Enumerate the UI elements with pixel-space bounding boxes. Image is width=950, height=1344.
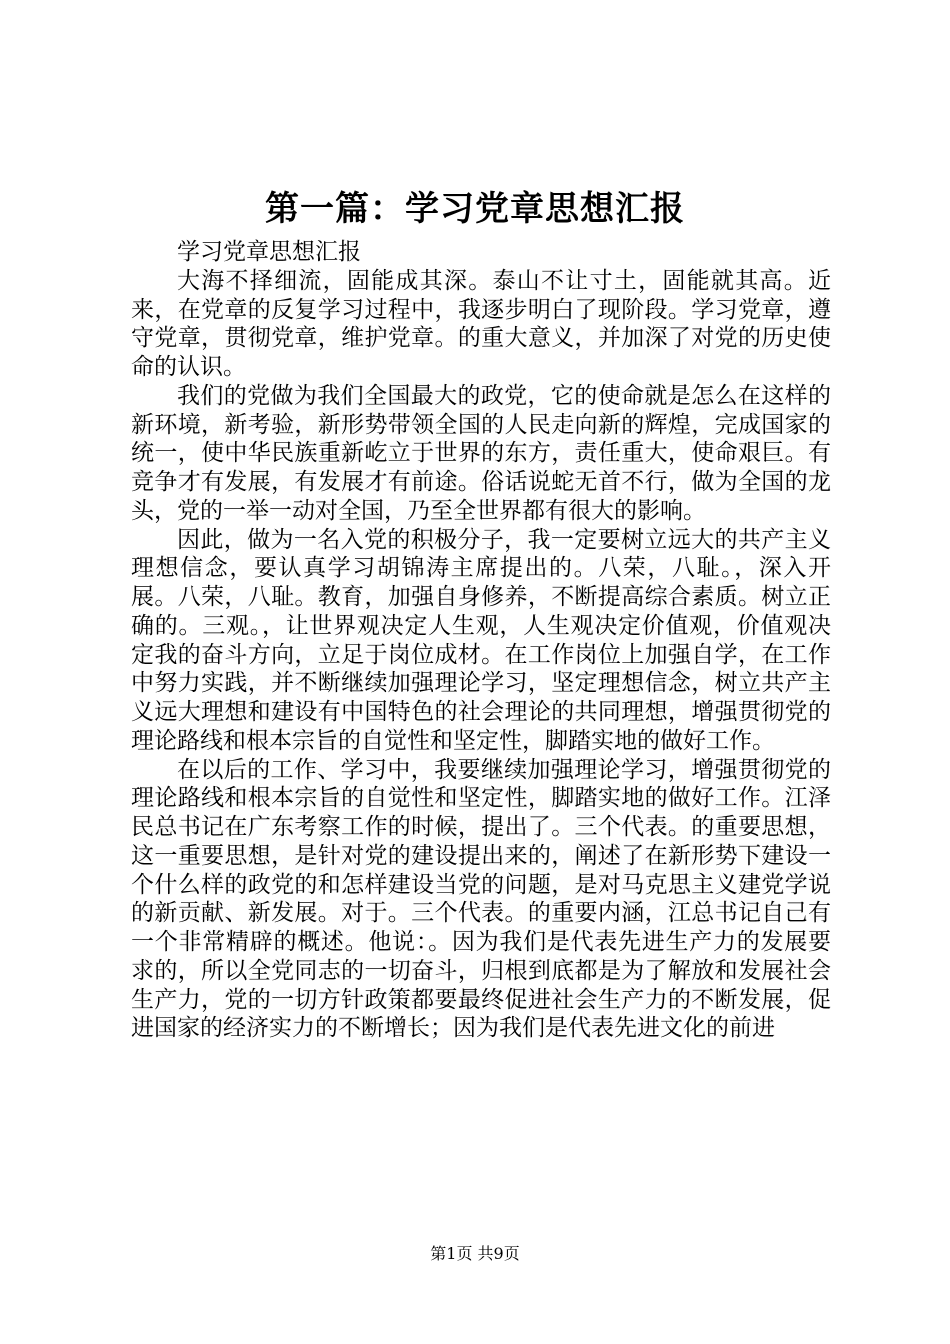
- paragraph: 在以后的工作、学习中，我要继续加强理论学习，增强贯彻党的理论路线和根本宗旨的自觉性和坚定性，脚踏实地的做好工作。江泽民总书记在广东考察工作的时候，提出了。三个代表。的重要思想，这一重要思想，是针对党的建设提出来的，阐述了在新形势下建设一个什么样的政党的和怎样建设当党的问题，是对马克思主义建党学说的新贡献、新发展。对于。三个代表。的重要内涵，江总书记自己有一个非常精辟的概述。他说：。因为我们是代表先进生产力的发展要求的，所以全党同志的一切奋斗，归根到底都是为了解放和发展社会生产力，党的一切方针政策都要最终促进社会生产力的不断发展，促进国家的经济实力的不断增长；因为我们是代表先进文化的前进: [131, 756, 831, 1042]
- paragraph-subtitle: 学习党章思想汇报: [177, 239, 361, 265]
- paragraph: 大海不择细流，固能成其深。泰山不让寸土，固能就其高。近来，在党章的反复学习过程中，我逐步明白了现阶段。学习党章，遵守党章，贯彻党章，维护党章。的重大意义，并加深了对党的历史使命的认识。: [131, 267, 831, 380]
- paragraph: 因此，做为一名入党的积极分子，我一定要树立远大的共产主义理想信念，要认真学习胡锦涛主席提出的。八荣，八耻。，深入开展。八荣，八耻。教育，加强自身修养，不断提高综合素质。树立正确的。三观。，让世界观决定人生观，人生观决定价值观，价值观决定我的奋斗方向，立足于岗位成材。在工作岗位上加强自学，在工作中努力实践，并不断继续加强理论学习，坚定理想信念，树立共产主义远大理想和建设有中国特色的社会理论的共同理想，增强贯彻党的理论路线和根本宗旨的自觉性和坚定性，脚踏实地的做好工作。: [131, 526, 831, 754]
- document-body: [131, 238, 831, 1043]
- document-title: 第一篇：学习党章思想汇报: [265, 189, 685, 229]
- paragraph: 我们的党做为我们全国最大的政党，它的使命就是怎么在这样的新环境，新考验，新形势带领全国的人民走向新的辉煌，完成国家的统一，使中华民族重新屹立于世界的东方，责任重大，使命艰巨。有竞争才有发展，有发展才有前途。俗话说蛇无首不行，做为全国的龙头，党的一举一动对全国，乃至全世界都有很大的影响。: [131, 382, 831, 524]
- page-footer: 第1页 共9页: [430, 1244, 520, 1263]
